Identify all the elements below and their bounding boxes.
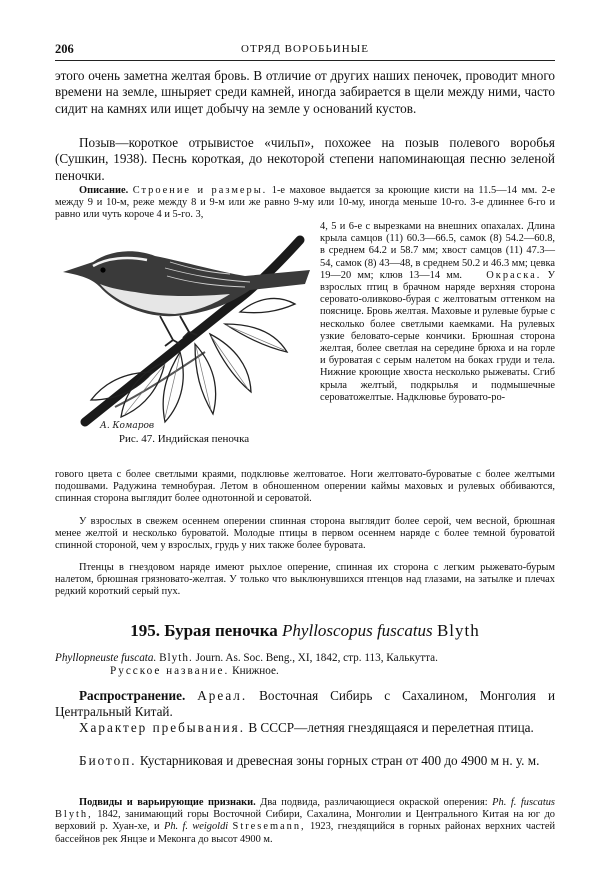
intro-paragraph-1: этого очень заметна желтая бровь. В отличие от других наших пеночек, проводит много времени на земле, шныряет среди камней, иногда забирается в щели между ними, часто сидит на камнях или ищет добычу на земле у оснований кустов. [55, 68, 555, 116]
stay-paragraph [55, 720, 555, 736]
species-latin-name: Phylloscopus fuscatus [282, 621, 433, 640]
measurements-text: 4, 5 и 6-е с вырезками на внешних опахалах. Длина крыла самцов (11) 60.3—66.5, самок (8) 54.2—60.8, в среднем 64.2 и 58.7 мм; хвост самцов (11) 47.3—54, самок (8) 43—48, в среднем 50.2 и 46.3 мм; цевка 19—20 мм; клюв 13—14 мм. [320, 221, 555, 281]
biotope-label: Биотоп. [79, 753, 137, 768]
figure-caption: Рис. 47. Индийская пеночка [118, 433, 250, 445]
subspecies-1-text: 1842, занимающий горы Восточной Сибири, Сахалина, Монголии и Центрального Китая на юг до верховий р. Хуан-хе, и [55, 809, 555, 833]
species-author: Blyth [436, 621, 480, 640]
synonymy-block [55, 652, 555, 678]
intro-paragraph-2: Позыв—короткое отрывистое «чильп», похожее на позыв полевого воробья (Сушкин, 1938). Песнь короткая, до некоторой степени напоминающая песню зеленой пеночки. [55, 135, 555, 183]
stay-label: Характер пребывания. [79, 720, 246, 735]
subspecies-1-name: Ph. f. fuscatus [492, 797, 555, 808]
synonym-author: Blyth. [159, 652, 193, 664]
subspecies-label: Подвиды и варьирующие признаки. [79, 797, 256, 808]
coloration-text: У взрослых птиц в брачном наряде верхняя сторона серовато-оливково-бурая с желтоватым оттенком на пояснице. Бровь желтая. Маховые и рулевые бурые с несколько более светлыми каемками. На рулевых узкие беловато-серые кончики. Брюшная сторона желтая, более светлая на середине брюха и на горле и буроватая с серым налетом на боках груди и тела. Нижние кроющие хвоста несколько рыжеваты. Сгиб крыла желтый, подкрылья и подмышечные сероватожелтые. Надклювье буровато-ро- [320, 269, 556, 403]
running-header [55, 40, 555, 61]
subspecies-2-author: Stresemann, [232, 821, 306, 833]
coloration-heading: Окраска. [486, 269, 542, 281]
subspecies-2-name: Ph. f. weigoldi [163, 821, 229, 833]
russian-name-label: Русское название. [110, 665, 230, 677]
russian-name: Книжное. [232, 665, 279, 677]
species-heading [55, 621, 555, 641]
warbler-drawing [55, 232, 313, 432]
description-label: Описание. [79, 185, 129, 196]
artist-signature: А. Комаров [100, 421, 155, 431]
biotope-text: Кустарниковая и древесная зоны горных стран от 400 до 4900 м н. у. м. [139, 753, 540, 768]
stay-text: В СССР—летняя гнездящаяся и перелетная птица. [248, 720, 534, 735]
structure-heading: Строение и размеры. [132, 185, 268, 196]
subspecies-2-text: 1923, гнездящийся в горных районах верхних частей бассейнов рек Янцзе и Меконга до высот 4900 м. [55, 821, 556, 845]
synonym-reference: Journ. As. Soc. Beng., XI, 1842, стр. 113, Калькутта. [195, 652, 438, 664]
autumn-plumage-paragraph: У взрослых в свежем осеннем оперении спинная сторона выглядит более серой, чем весной, брюшная менее желтой и несколько буроватой. Молодые птицы в первом осеннем наряде с более темной буроватой спинной стороной, чем у взрослых, грудь у них также более буровата. [55, 516, 555, 552]
nestlings-paragraph: Птенцы в гнездовом наряде имеют рыхлое оперение, спинная их сторона с легким рыжевато-бурым налетом, брюшная грязновато-желтая. У только что выклюнувшихся птенцов над глазами, на затылке и плечах редкий короткий серый пух. [55, 562, 555, 598]
description-continuation: гового цвета с более светлыми краями, подклювье желтоватое. Ноги желтовато-буроватые с более желтыми подошвами. Радужина темнобурая. Летом в обношенном оперении каймы маховых и рулевых оббиваются, спинная сторона выглядит более однотонной и сероватой. [55, 469, 555, 505]
description-lead [55, 185, 555, 222]
distribution-label: Распространение. [79, 688, 186, 703]
species-number: 195. [130, 621, 160, 640]
page-number: 206 [55, 42, 74, 56]
areal-label: Ареал. [197, 688, 248, 703]
description-right-column [320, 221, 555, 404]
biotope-paragraph [55, 753, 555, 769]
subspecies-1-author: Blyth, [55, 809, 93, 821]
subspecies-paragraph [55, 797, 555, 846]
species-common-name: Бурая пеночка [164, 621, 278, 640]
structure-text: 1-е маховое выдается за кроющие кисти на 11.5—14 мм. 2-е между 9 и 10-м, реже между 8 и 9-м или же равно 9-му или 10-му, иногда меньше 10-го. 3-е длиннее 6-го и равно или чуть короче 4 и 5-го. 3, [55, 185, 555, 221]
subspecies-intro: Два подвида, различающиеся окраской оперения: [260, 797, 488, 808]
distribution-paragraph [55, 688, 555, 721]
bird-illustration [55, 232, 313, 432]
synonym-latin: Phyllopneuste fuscata. [55, 652, 157, 664]
areal-text: Восточная Сибирь с Сахалином, Монголия и Центральный Китай. [55, 688, 556, 720]
running-title: ОТРЯД ВОРОБЬИНЫЕ [241, 43, 369, 55]
